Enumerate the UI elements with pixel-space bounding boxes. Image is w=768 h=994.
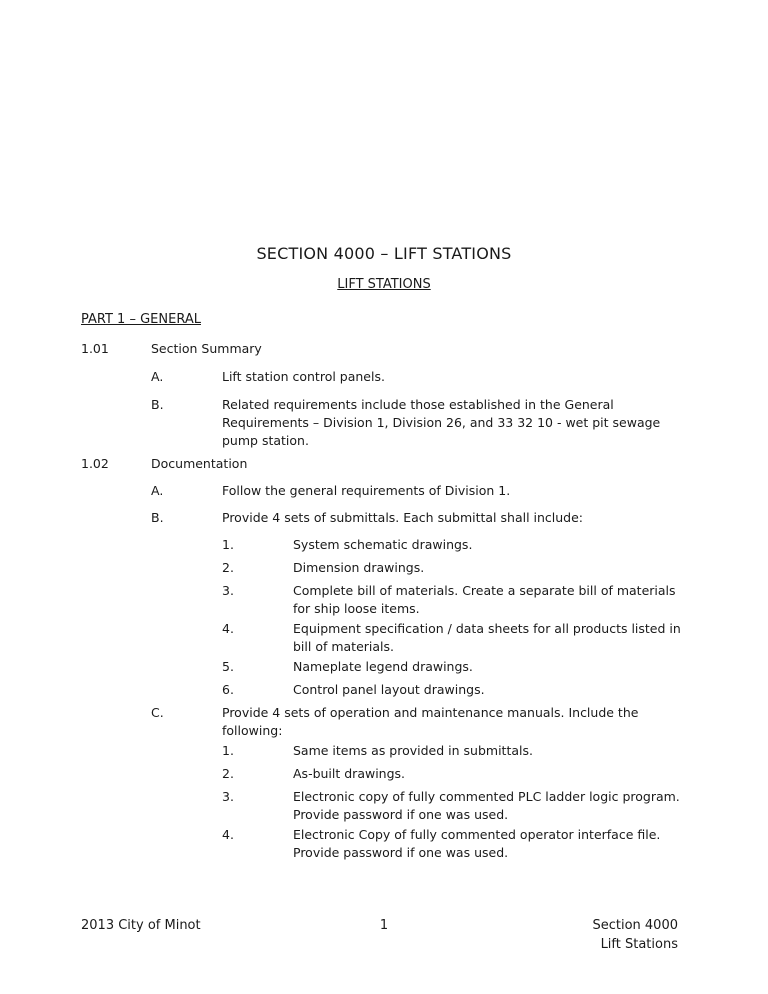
subitem-text: System schematic drawings. xyxy=(293,537,473,552)
part-heading: PART 1 – GENERAL xyxy=(81,312,201,327)
item-text: Provide 4 sets of operation and maintenance manuals. Include the following: xyxy=(222,705,639,738)
section-heading-1-02: Documentation xyxy=(151,456,248,471)
subitem-number: 6. xyxy=(222,682,234,697)
subitem-text: Complete bill of materials. Create a separate bill of materials for ship loose items. xyxy=(293,583,676,616)
subitem-number: 2. xyxy=(222,766,234,781)
item-letter: C. xyxy=(151,705,164,720)
footer-right-line1: Section 4000 xyxy=(592,918,678,933)
subitem-number: 4. xyxy=(222,827,234,842)
page-number: 1 xyxy=(379,918,389,933)
subitem-text: Control panel layout drawings. xyxy=(293,682,485,697)
subitem-text: Electronic Copy of fully commented operator interface file. Provide password if one was used. xyxy=(293,827,661,860)
subitem-text: Same items as provided in submittals. xyxy=(293,743,533,758)
subitem-number: 1. xyxy=(222,537,234,552)
item-text: Provide 4 sets of submittals. Each submittal shall include: xyxy=(222,510,584,525)
item-letter: B. xyxy=(151,397,164,412)
section-number-1-01: 1.01 xyxy=(81,341,109,356)
item-text: Related requirements include those established in the General Requirements – Division 1, Division 26, and 33 32 10 - wet pit sewage pump station. xyxy=(222,397,661,448)
subitem-number: 4. xyxy=(222,621,234,636)
section-number-1-02: 1.02 xyxy=(81,456,109,471)
subitem-text: As-built drawings. xyxy=(293,766,406,781)
footer-left: 2013 City of Minot xyxy=(81,918,201,933)
item-letter: A. xyxy=(151,369,164,384)
item-letter: A. xyxy=(151,483,164,498)
section-subtitle: LIFT STATIONS xyxy=(337,277,431,292)
subitem-text: Dimension drawings. xyxy=(293,560,425,575)
footer-right xyxy=(592,916,678,954)
subitem-number: 1. xyxy=(222,743,234,758)
section-title: SECTION 4000 – LIFT STATIONS xyxy=(256,244,512,263)
subitem-text: Nameplate legend drawings. xyxy=(293,659,473,674)
section-heading-1-01: Section Summary xyxy=(151,341,262,356)
subitem-text: Electronic copy of fully commented PLC ladder logic program. Provide password if one was used. xyxy=(293,789,680,822)
item-text: Lift station control panels. xyxy=(222,369,385,384)
subitem-number: 3. xyxy=(222,583,234,598)
footer-right-line2: Lift Stations xyxy=(600,937,678,952)
subitem-number: 3. xyxy=(222,789,234,804)
subitem-number: 5. xyxy=(222,659,234,674)
item-text: Follow the general requirements of Division 1. xyxy=(222,483,511,498)
subitem-number: 2. xyxy=(222,560,234,575)
subitem-text: Equipment specification / data sheets for all products listed in bill of materials. xyxy=(293,621,681,654)
item-letter: B. xyxy=(151,510,164,525)
